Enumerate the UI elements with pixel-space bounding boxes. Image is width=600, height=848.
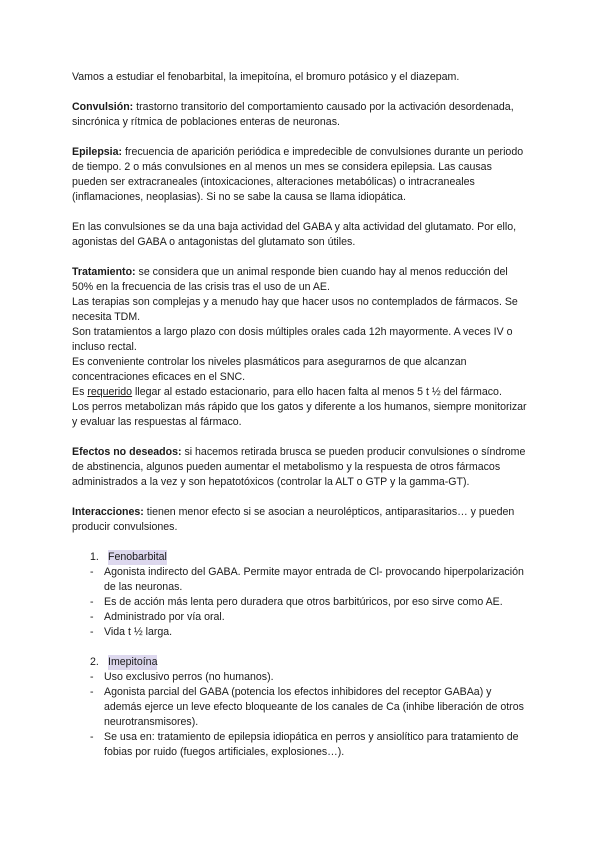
efectos-paragraph [72, 445, 528, 490]
tratamiento-paragraph [72, 265, 528, 430]
drug-name: Fenobarbital [108, 551, 167, 563]
dash-bullet: - [90, 686, 94, 698]
drug-heading-fenobarbital [90, 550, 528, 565]
dash-bullet: - [90, 566, 94, 578]
imepitoina-list [72, 670, 528, 760]
gaba-paragraph: En las convulsiones se da una baja actividad del GABA y alta actividad del glutamato. Por ello, agonistas del GABA o antagonistas del glutamato son útiles. [72, 221, 517, 248]
document-body [72, 70, 528, 775]
list-item: - Agonista parcial del GABA (potencia los efectos inhibidores del receptor GABAa) y además ejerce un leve efecto bloqueante de los canales de Ca (inhibe liberación de otros neurotransmisores). [72, 685, 528, 730]
efectos-term: Efectos no deseados: [72, 446, 182, 458]
list-item: - Uso exclusivo perros (no humanos). [72, 670, 528, 685]
list-item: - Vida t ½ larga. [72, 625, 528, 640]
interacciones-paragraph [72, 505, 528, 535]
dash-bullet: - [90, 596, 94, 608]
tratamiento-line-2: Las terapias son complejas y a menudo hay que hacer usos no contemplados de fármacos. Se necesita TDM. [72, 296, 518, 323]
tratamiento-line-5-post: llegar al estado estacionario, para ello hacen falta al menos 5 t ½ del fármaco. [132, 386, 502, 398]
tratamiento-line-4: Es conveniente controlar los niveles plasmáticos para asegurarnos de que alcanzan concentraciones eficaces en el SNC. [72, 356, 467, 383]
list-item: - Administrado por vía oral. [72, 610, 528, 625]
list-item: - Agonista indirecto del GABA. Permite mayor entrada de Cl- provocando hiperpolarización de las neuronas. [72, 565, 528, 595]
list-item: - Se usa en: tratamiento de epilepsia idiopática en perros y ansiolítico para tratamiento de fobias por ruido (fuegos artificiales, explosiones…). [72, 730, 528, 760]
dash-bullet: - [90, 731, 94, 743]
epilepsia-paragraph [72, 145, 528, 205]
interacciones-term: Interacciones: [72, 506, 144, 518]
convulsion-paragraph [72, 100, 528, 130]
tratamiento-underlined-word: requerido [87, 386, 133, 398]
tratamiento-line-5-pre: Es [72, 386, 88, 398]
drug-number: 1. [90, 551, 99, 563]
drug-name: Imepitoína [108, 656, 158, 668]
convulsion-term: Convulsión: [72, 101, 134, 113]
intro-paragraph: Vamos a estudiar el fenobarbital, la imepitoína, el bromuro potásico y el diazepam. [72, 71, 460, 83]
dash-bullet: - [90, 626, 94, 638]
drug-heading-imepitoina [90, 655, 528, 670]
tratamiento-text: se considera que un animal responde bien cuando hay al menos reducción del 50% en la frecuencia de las crisis tras el uso de un AE. [72, 266, 508, 293]
fenobarbital-list [72, 565, 528, 640]
dash-bullet: - [90, 611, 94, 623]
epilepsia-term: Epilepsia: [72, 146, 123, 158]
dash-bullet: - [90, 671, 94, 683]
drug-number: 2. [90, 656, 99, 668]
interacciones-text: tienen menor efecto si se asocian a neurolépticos, antiparasitarios… y pueden producir convulsiones. [72, 506, 515, 533]
tratamiento-term: Tratamiento: [72, 266, 136, 278]
tratamiento-line-6: Los perros metabolizan más rápido que los gatos y diferente a los humanos, siempre monitorizar y evaluar las respuestas al fármaco. [72, 401, 527, 428]
tratamiento-line-3: Son tratamientos a largo plazo con dosis múltiples orales cada 12h mayormente. A veces IV o incluso rectal. [72, 326, 513, 353]
efectos-text: si hacemos retirada brusca se pueden producir convulsiones o síndrome de abstinencia, algunos pueden aumentar el metabolismo y la respuesta de otros fármacos administrados a la vez y son hepatotóxicos (controlar la ALT o GTP y la gamma-GT). [72, 446, 526, 488]
epilepsia-definition: frecuencia de aparición periódica e impredecible de convulsiones durante un periodo de tiempo. 2 o más convulsiones en al menos un mes se considera epilepsia. Las causas pueden ser extracraneales (intoxicaciones, alteraciones metabólicas) o intracraneales (inflamaciones, neoplasias). Si no se sabe la causa se llama idiopática. [72, 146, 524, 203]
list-item: - Es de acción más lenta pero duradera que otros barbitúricos, por eso sirve como AE. [72, 595, 528, 610]
convulsion-definition: trastorno transitorio del comportamiento causado por la activación desordenada, sincrónica y rítmica de poblaciones enteras de neuronas. [72, 101, 514, 128]
